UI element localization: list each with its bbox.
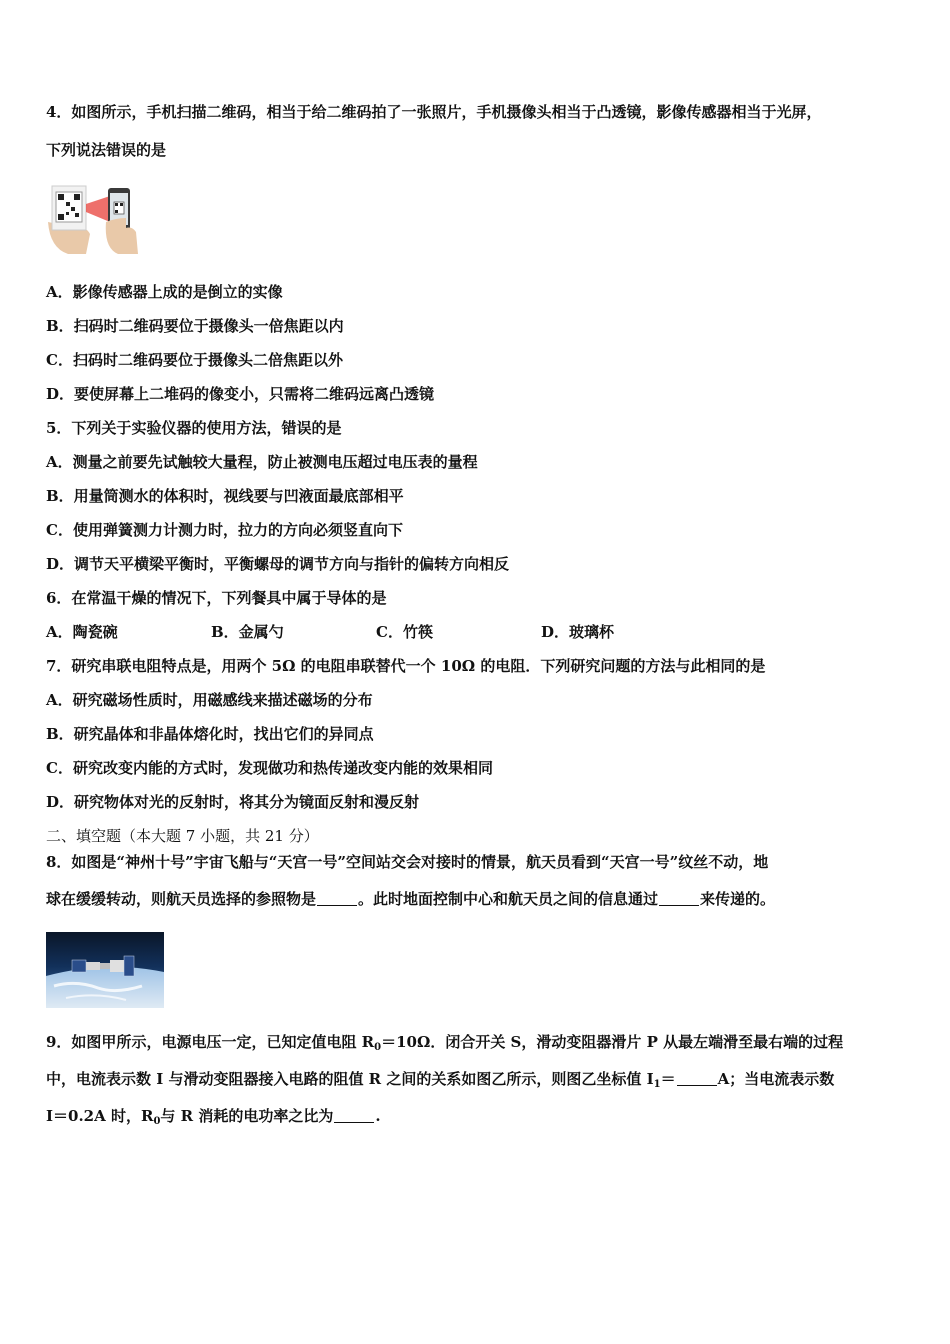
q5-stem: 5．下列关于实验仪器的使用方法，错误的是 <box>46 419 342 437</box>
q8-line2-part1: 球在缓缓转动，则航天员选择的参照物是 <box>46 890 317 908</box>
q9-line2: 中，电流表示数 I 与滑动变阻器接入电路的阻值 R 之间的关系如图乙所示，则图乙坐标值 $I_1= A$；当电流表示数 <box>46 1070 835 1090</box>
q8-line2-part3: 来传递的。 <box>700 890 776 908</box>
q5-option-a: A．测量之前要先试触较大量程，防止被测电压超过电压表的量程 <box>46 453 478 471</box>
q7-option-d: D．研究物体对光的反射时，将其分为镜面反射和漫反射 <box>46 793 420 811</box>
q6-option-b: B．金属勺 <box>211 623 284 641</box>
q7-stem: 7．研究串联电阻特点是，用两个 5Ω 的电阻串联替代一个 10Ω 的电阻．下列研究问题的方法与此相同的是 <box>46 657 766 675</box>
q8-line2-part2: 。此时地面控制中心和航天员之间的信息通过 <box>358 890 659 908</box>
q8-blank-1[interactable] <box>317 891 357 906</box>
q8-blank-2[interactable] <box>659 891 699 906</box>
q9-blank-1[interactable] <box>677 1071 717 1086</box>
q9-blank-2[interactable] <box>334 1108 374 1123</box>
q5-option-d: D．调节天平横梁平衡时，平衡螺母的调节方向与指针的偏转方向相反 <box>46 555 510 573</box>
q9-line3: I＝0.2A 时，$R_0$与 R 消耗的电功率之比为 . <box>46 1107 381 1127</box>
q9-line1: 9．如图甲所示，电源电压一定，已知定值电阻 $R_0=10\Omega$．闭合开关 S，滑动变阻器滑片 P 从最左端滑至最右端的过程 <box>46 1033 844 1053</box>
q4-stem-line2: 下列说法错误的是 <box>46 141 167 159</box>
q4-option-c: C．扫码时二维码要位于摄像头二倍焦距以外 <box>46 351 343 369</box>
r0-subscript: 0 <box>374 1042 382 1053</box>
q6-option-d: D．玻璃杯 <box>541 623 615 641</box>
i1-subscript: 1 <box>653 1079 661 1090</box>
q6-stem: 6．在常温干燥的情况下，下列餐具中属于导体的是 <box>46 589 387 607</box>
q7-option-c: C．研究改变内能的方式时，发现做功和热传递改变内能的效果相同 <box>46 759 493 777</box>
q6-option-a: A．陶瓷碗 <box>46 623 118 641</box>
q8-line1: 8．如图是“神州十号”宇宙飞船与“天宫一号”空间站交会对接时的情景，航天员看到“天宫一号”纹丝不动，地 <box>46 853 769 871</box>
q5-option-b: B．用量筒测水的体积时，视线要与凹液面最底部相平 <box>46 487 404 505</box>
q4-option-d: D．要使屏幕上二堆码的像变小，只需将二维码远离凸透镜 <box>46 385 435 403</box>
r0-subscript-2: 0 <box>153 1116 161 1127</box>
section-title-fill-blank: 二、填空题（本大题 7 小题，共 21 分） <box>46 827 319 845</box>
q4-stem-line1: 4．如图所示，手机扫描二维码，相当于给二维码拍了一张照片，手机摄像头相当于凸透镜，影像传感器相当于光屏， <box>46 103 822 121</box>
q7-option-b: B．研究晶体和非晶体熔化时，找出它们的异同点 <box>46 725 374 743</box>
qr-scan-image <box>46 182 142 256</box>
spacecraft-docking-image <box>46 932 164 1008</box>
q6-option-c: C．竹筷 <box>376 623 433 641</box>
q4-option-b: B．扫码时二维码要位于摄像头一倍焦距以内 <box>46 317 344 335</box>
q4-option-a: A．影像传感器上成的是倒立的实像 <box>46 283 283 301</box>
q5-option-c: C．使用弹簧测力计测力时，拉力的方向必须竖直向下 <box>46 521 403 539</box>
q7-option-a: A．研究磁场性质时，用磁感线来描述磁场的分布 <box>46 691 373 709</box>
q8-line2 <box>46 889 775 909</box>
